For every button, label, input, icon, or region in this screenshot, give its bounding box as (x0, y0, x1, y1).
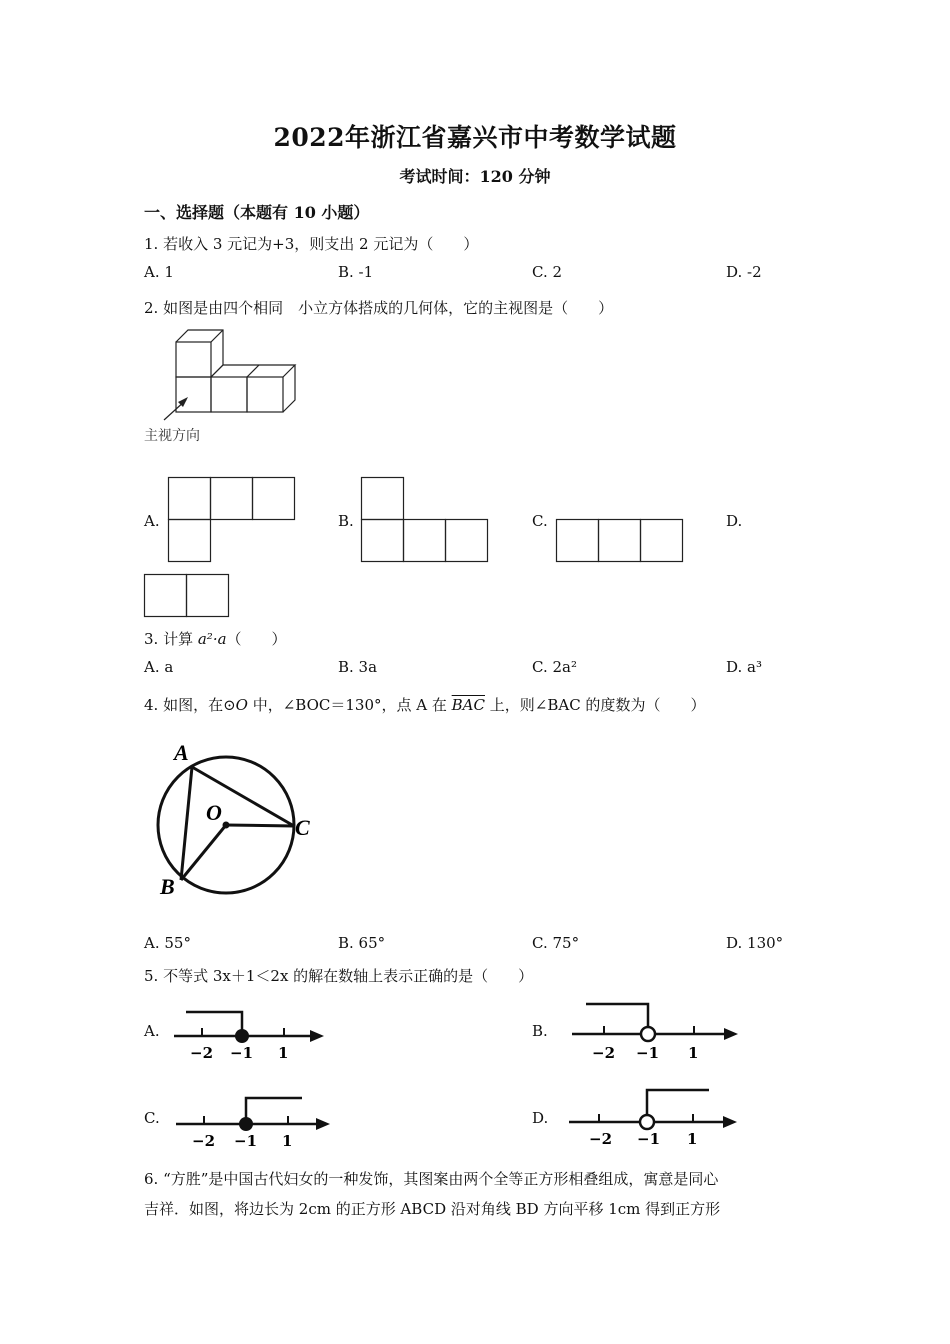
view-direction-label: 主视方向 (144, 428, 200, 444)
tick-label: 1 (687, 1130, 698, 1148)
q3-option-b: B. 3a (338, 658, 378, 676)
q2-option-a: A. (144, 512, 160, 530)
tick-label: 1 (282, 1132, 293, 1150)
question-6-line-1: 6. “方胜”是中国古代妇女的一种发饰，其图案由两个全等正方形相叠组成，寓意是同心 (144, 1170, 719, 1188)
q5-option-d-number-line (567, 1086, 742, 1150)
q4-option-c: C. 75° (532, 934, 580, 952)
q1-option-c: C. 2 (532, 263, 563, 281)
page-title: 2022年浙江省嘉兴市中考数学试题 (273, 123, 677, 152)
cube-solid-figure (160, 326, 310, 426)
question-1-stem: 1. 若收入 3 元记为+3，则支出 2 元记为（ ） (144, 235, 479, 253)
tick-label: −2 (589, 1130, 613, 1148)
q4-option-d: D. 130° (726, 934, 784, 952)
tick-label: −2 (192, 1132, 216, 1150)
q4-suffix: 上，则∠BAC 的度数为（ ） (485, 696, 706, 714)
q5-option-c: C. (144, 1109, 160, 1127)
tick-label: −1 (230, 1044, 254, 1062)
q1-option-d: D. -2 (726, 263, 762, 281)
tick-label: −1 (637, 1130, 661, 1148)
q1-option-b: B. -1 (338, 263, 374, 281)
q4-prefix: 4. 如图，在⊙ (144, 696, 236, 714)
q4-arc: $\overline{BAC}$ (451, 696, 485, 714)
question-4-stem (144, 694, 705, 715)
question-5-stem: 5. 不等式 3x＋1＜2x 的解在数轴上表示正确的是（ ） (144, 967, 534, 985)
question-3-stem (144, 628, 287, 649)
point-a-label: A (174, 740, 189, 765)
q2-option-c: C. (532, 512, 548, 530)
q3-suffix: （ ） (226, 630, 287, 648)
q5-option-d: D. (532, 1109, 549, 1127)
point-b-label: B (160, 874, 175, 899)
tick-label: −1 (234, 1132, 258, 1150)
section-heading: 一、选择题（本题有 10 小题） (144, 203, 370, 222)
point-c-label: C (295, 815, 310, 840)
q1-option-a: A. 1 (144, 263, 174, 281)
q2-option-d: D. (726, 512, 743, 530)
q3-expression: a²·a (197, 630, 227, 648)
q4-option-a: A. 55° (144, 934, 191, 952)
q4-center: O (235, 696, 248, 714)
q5-option-a: A. (144, 1022, 160, 1040)
tick-label: 1 (688, 1044, 699, 1062)
q2-option-a-figure (168, 477, 298, 563)
q4-option-b: B. 65° (338, 934, 386, 952)
tick-label: −1 (636, 1044, 660, 1062)
q2-option-b: B. (338, 512, 354, 530)
q2-option-d-figure (144, 574, 232, 618)
question-2-stem: 2. 如图是由四个相同 小立方体搭成的几何体，它的主视图是（ ） (144, 299, 614, 317)
q2-option-b-figure (361, 477, 491, 563)
q5-option-c-number-line (172, 1092, 337, 1154)
tick-label: −2 (190, 1044, 214, 1062)
point-o-label: O (206, 800, 222, 825)
circle-figure (150, 738, 330, 903)
tick-label: 1 (278, 1044, 289, 1062)
tick-label: −2 (592, 1044, 616, 1062)
q3-option-a: A. a (144, 658, 174, 676)
exam-time: 考试时间：120 分钟 (399, 167, 551, 186)
q4-mid: 中，∠BOC＝130°，点 A 在 (247, 696, 452, 714)
question-6-line-2: 吉祥．如图，将边长为 2cm 的正方形 ABCD 沿对角线 BD 方向平移 1cm 得到正方形 (144, 1200, 721, 1218)
q5-option-b: B. (532, 1022, 548, 1040)
q3-prefix: 3. 计算 (144, 630, 198, 648)
q5-option-b-number-line (570, 1000, 745, 1064)
q3-option-d: D. a³ (726, 658, 762, 676)
q2-option-c-figure (556, 519, 686, 563)
q3-option-c: C. 2a² (532, 658, 577, 676)
q5-option-a-number-line (172, 1004, 332, 1064)
